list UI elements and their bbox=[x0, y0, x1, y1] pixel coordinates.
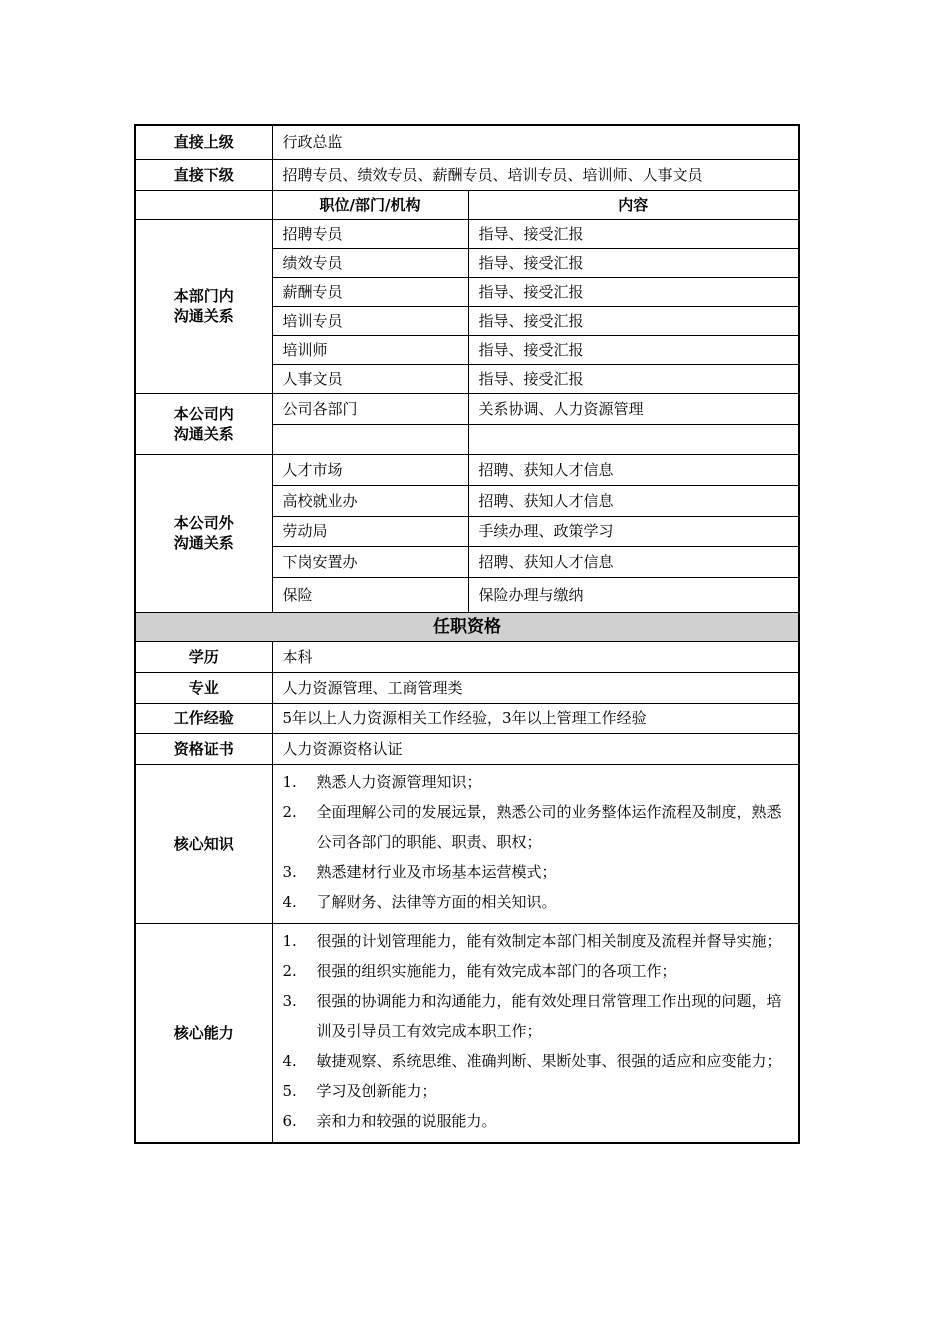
content-cell: 指导、接受汇报 bbox=[468, 219, 799, 248]
certificate-label: 资格证书 bbox=[135, 733, 272, 764]
content-cell: 招聘、获知人才信息 bbox=[468, 454, 799, 485]
ability-row bbox=[135, 923, 799, 1143]
list-item bbox=[283, 926, 789, 956]
position-cell: 下岗安置办 bbox=[272, 546, 468, 577]
internal-dept-label-line2: 沟通关系 bbox=[173, 307, 234, 325]
column-header-position: 职位/部门/机构 bbox=[272, 190, 468, 219]
education-value: 本科 bbox=[272, 641, 799, 672]
position-cell: 培训专员 bbox=[272, 306, 468, 335]
position-cell: 高校就业办 bbox=[272, 485, 468, 516]
list-item-text: 熟悉建材行业及市场基本运营模式； bbox=[316, 862, 557, 881]
position-cell bbox=[272, 424, 468, 454]
superior-value: 行政总监 bbox=[272, 125, 799, 159]
section-header-row bbox=[135, 612, 799, 641]
list-item-number: 3. bbox=[282, 862, 297, 881]
list-item-number: 1. bbox=[282, 931, 297, 950]
internal-company-label-line1: 本公司内 bbox=[173, 404, 234, 423]
internal-dept-label-line1: 本部门内 bbox=[173, 287, 234, 305]
list-item-number: 1. bbox=[282, 772, 297, 791]
list-item bbox=[283, 887, 789, 917]
content-cell: 指导、接受汇报 bbox=[468, 306, 799, 335]
subordinate-value: 招聘专员、绩效专员、薪酬专员、培训专员、培训师、人事文员 bbox=[272, 159, 799, 190]
position-cell: 绩效专员 bbox=[272, 248, 468, 277]
list-item bbox=[283, 857, 789, 887]
list-item-text: 学习及创新能力； bbox=[316, 1081, 437, 1100]
column-header-row bbox=[135, 190, 799, 219]
external-label-line1: 本公司外 bbox=[173, 514, 234, 532]
knowledge-list bbox=[283, 765, 789, 923]
knowledge-list-cell bbox=[272, 764, 799, 923]
certificate-row bbox=[135, 733, 799, 764]
content-cell: 手续办理、政策学习 bbox=[468, 516, 799, 546]
content-cell bbox=[468, 424, 799, 454]
list-item bbox=[283, 1106, 789, 1136]
position-cell: 公司各部门 bbox=[272, 393, 468, 424]
content-cell: 关系协调、人力资源管理 bbox=[468, 393, 799, 424]
list-item bbox=[283, 986, 789, 1046]
ability-list bbox=[283, 924, 789, 1142]
superior-row bbox=[135, 125, 799, 159]
column-header-empty bbox=[135, 190, 272, 219]
ability-label: 核心能力 bbox=[135, 923, 272, 1143]
position-cell: 劳动局 bbox=[272, 516, 468, 546]
list-item-text: 了解财务、法律等方面的相关知识。 bbox=[316, 892, 557, 911]
list-item-number: 3. bbox=[282, 991, 297, 1010]
internal-company-label-line2: 沟通关系 bbox=[173, 424, 234, 443]
subordinate-row bbox=[135, 159, 799, 190]
education-row bbox=[135, 641, 799, 672]
content-cell: 招聘、获知人才信息 bbox=[468, 485, 799, 516]
internal-dept-label bbox=[135, 219, 272, 393]
list-item bbox=[283, 956, 789, 986]
position-cell: 薪酬专员 bbox=[272, 277, 468, 306]
list-item-text: 很强的组织实施能力，能有效完成本部门的各项工作； bbox=[316, 961, 677, 980]
major-row bbox=[135, 672, 799, 703]
position-cell: 培训师 bbox=[272, 335, 468, 364]
table-row bbox=[135, 393, 799, 424]
list-item-number: 2. bbox=[282, 961, 297, 980]
major-label: 专业 bbox=[135, 672, 272, 703]
ability-list-cell bbox=[272, 923, 799, 1143]
internal-company-label bbox=[135, 393, 272, 454]
list-item-text: 亲和力和较强的说服能力。 bbox=[316, 1111, 497, 1130]
content-cell: 保险办理与缴纳 bbox=[468, 577, 799, 612]
list-item bbox=[283, 1076, 789, 1106]
superior-label: 直接上级 bbox=[135, 125, 272, 159]
list-item-number: 4. bbox=[282, 1051, 297, 1070]
position-cell: 保险 bbox=[272, 577, 468, 612]
list-item bbox=[283, 767, 789, 797]
experience-label: 工作经验 bbox=[135, 703, 272, 733]
list-item-text: 熟悉人力资源管理知识； bbox=[316, 772, 482, 791]
table-row bbox=[135, 454, 799, 485]
list-item-number: 4. bbox=[282, 892, 297, 911]
content-cell: 指导、接受汇报 bbox=[468, 364, 799, 393]
experience-row bbox=[135, 703, 799, 733]
list-item-text: 很强的协调能力和沟通能力，能有效处理日常管理工作出现的问题，培训及引导员工有效完成本职工作； bbox=[316, 991, 782, 1040]
list-item-text: 很强的计划管理能力，能有效制定本部门相关制度及流程并督导实施； bbox=[316, 931, 782, 950]
knowledge-label: 核心知识 bbox=[135, 764, 272, 923]
experience-value: 5年以上人力资源相关工作经验，3年以上管理工作经验 bbox=[272, 703, 799, 733]
section-title: 任职资格 bbox=[135, 612, 799, 641]
position-cell: 人才市场 bbox=[272, 454, 468, 485]
column-header-content: 内容 bbox=[468, 190, 799, 219]
subordinate-label: 直接下级 bbox=[135, 159, 272, 190]
external-label-line2: 沟通关系 bbox=[173, 534, 234, 552]
list-item-number: 6. bbox=[282, 1111, 297, 1130]
content-cell: 指导、接受汇报 bbox=[468, 248, 799, 277]
content-cell: 指导、接受汇报 bbox=[468, 335, 799, 364]
knowledge-row bbox=[135, 764, 799, 923]
content-cell: 招聘、获知人才信息 bbox=[468, 546, 799, 577]
position-cell: 人事文员 bbox=[272, 364, 468, 393]
list-item-text: 敏捷观察、系统思维、准确判断、果断处事、很强的适应和应变能力； bbox=[316, 1051, 782, 1070]
position-cell: 招聘专员 bbox=[272, 219, 468, 248]
content-cell: 指导、接受汇报 bbox=[468, 277, 799, 306]
list-item-text: 全面理解公司的发展远景，熟悉公司的业务整体运作流程及制度，熟悉公司各部门的职能、职责、职权； bbox=[316, 802, 782, 851]
external-label bbox=[135, 454, 272, 612]
list-item bbox=[283, 1046, 789, 1076]
major-value: 人力资源管理、工商管理类 bbox=[272, 672, 799, 703]
education-label: 学历 bbox=[135, 641, 272, 672]
job-description-table bbox=[134, 124, 800, 1144]
list-item-number: 2. bbox=[282, 802, 297, 821]
list-item bbox=[283, 797, 789, 857]
certificate-value: 人力资源资格认证 bbox=[272, 733, 799, 764]
table-row bbox=[135, 219, 799, 248]
list-item-number: 5. bbox=[282, 1081, 297, 1100]
